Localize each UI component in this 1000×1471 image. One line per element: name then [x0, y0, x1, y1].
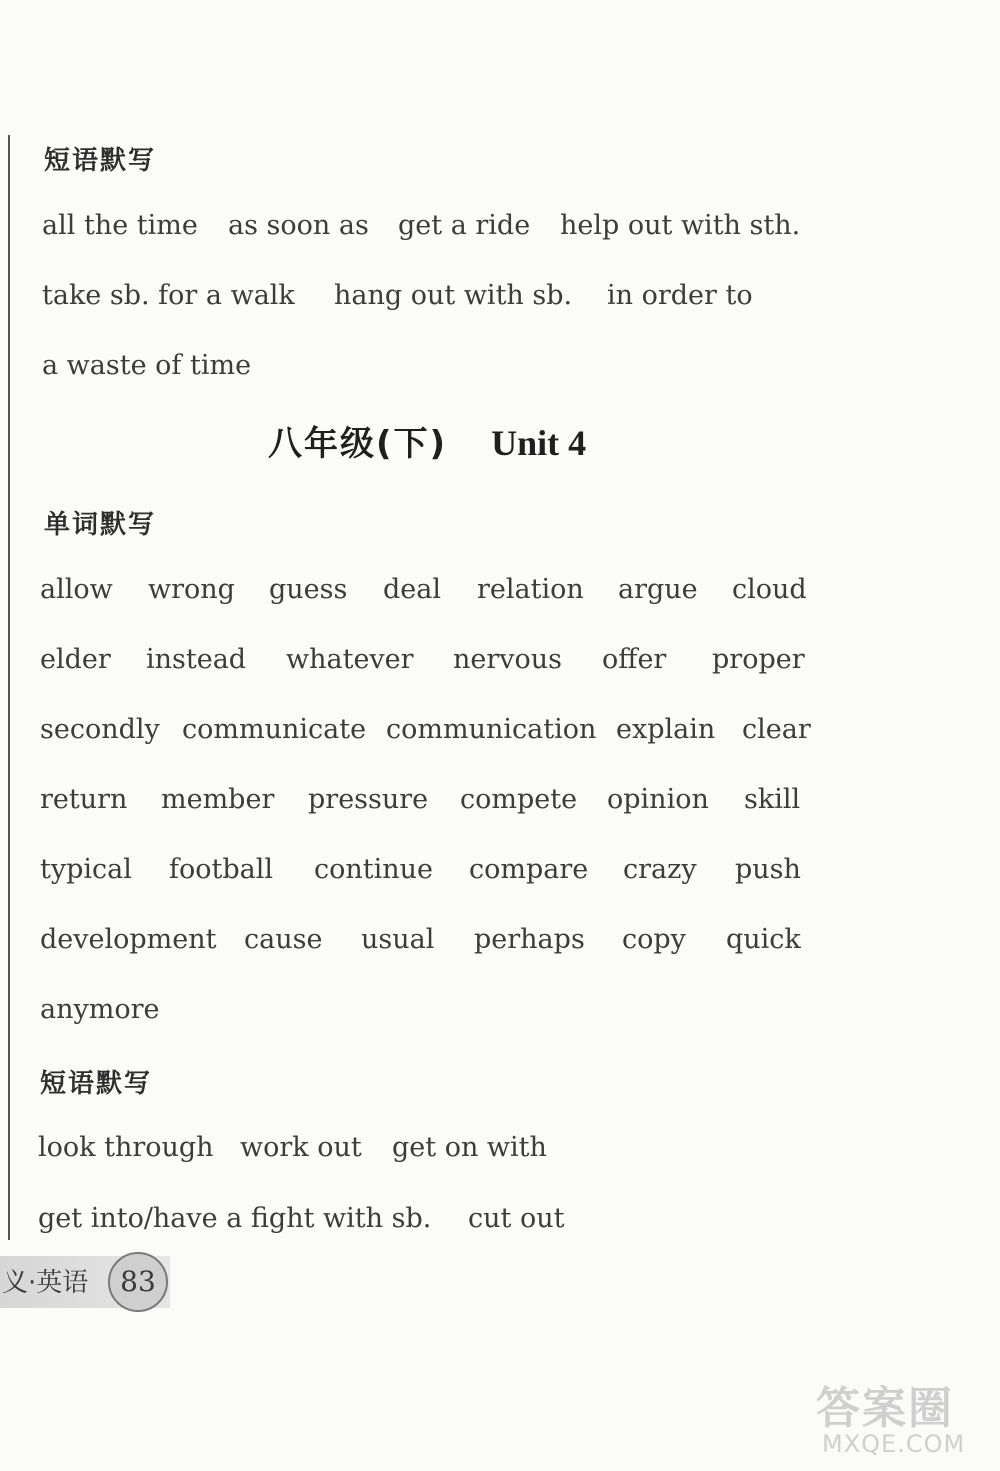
word-item: compete [460, 784, 578, 815]
phrase-item: all the time [42, 210, 198, 241]
word-item: allow [40, 574, 113, 605]
phrase-item: get into/have a fight with sb. [38, 1203, 432, 1234]
unit-title [268, 418, 586, 468]
word-item: typical [40, 854, 132, 885]
word-item: elder [40, 644, 111, 675]
phrase-item: as soon as [228, 210, 369, 241]
phrase-heading-2: 短语默写 [40, 1069, 153, 1099]
word-heading: 单词默写 [44, 510, 157, 540]
word-item: continue [314, 854, 434, 885]
word-item: relation [477, 574, 584, 605]
word-item: clear [742, 714, 811, 745]
word-item: nervous [453, 644, 563, 675]
word-item: whatever [286, 644, 414, 675]
phrase-item: get on with [392, 1132, 547, 1163]
phrase-item: work out [240, 1132, 362, 1163]
word-item: guess [269, 574, 348, 605]
footer-subject-label: 义·英语 [2, 1268, 89, 1298]
word-item: skill [744, 784, 801, 815]
word-item: cause [244, 924, 323, 955]
word-item: usual [361, 924, 435, 955]
word-item: communicate [182, 714, 367, 745]
word-item: communication [386, 714, 597, 745]
phrase-item: help out with sth. [560, 210, 801, 241]
word-item: instead [146, 644, 247, 675]
word-item: wrong [148, 574, 235, 605]
word-item: cloud [732, 574, 807, 605]
phrase-item: take sb. for a walk [42, 280, 295, 311]
word-item: offer [602, 644, 667, 675]
page-number-badge: 83 [108, 1252, 168, 1312]
word-item: member [161, 784, 275, 815]
word-item: deal [383, 574, 441, 605]
word-item: copy [622, 924, 686, 955]
phrase-item: get a ride [398, 210, 531, 241]
word-item: proper [712, 644, 805, 675]
word-item: compare [469, 854, 589, 885]
word-item: explain [616, 714, 716, 745]
phrase-item: a waste of time [42, 350, 252, 381]
word-item: return [40, 784, 128, 815]
watermark-text: 答案圈 [816, 1383, 954, 1434]
word-item: argue [618, 574, 698, 605]
phrase-heading-1: 短语默写 [44, 146, 157, 176]
phrase-item: cut out [468, 1203, 565, 1234]
grade-label: 八年级(下) [268, 424, 448, 464]
word-item: development [40, 924, 217, 955]
phrase-item: look through [38, 1132, 214, 1163]
page-left-rule [8, 135, 10, 1240]
word-item: crazy [623, 854, 697, 885]
word-item: push [735, 854, 801, 885]
word-item: perhaps [474, 924, 585, 955]
phrase-item: in order to [607, 280, 753, 311]
word-item: pressure [308, 784, 429, 815]
word-item: quick [726, 924, 801, 955]
word-item: opinion [607, 784, 709, 815]
unit-label: Unit 4 [491, 423, 587, 463]
word-item: football [169, 854, 274, 885]
watermark-logo [808, 1372, 993, 1464]
word-item: anymore [40, 994, 160, 1025]
phrase-item: hang out with sb. [334, 280, 573, 311]
word-item: secondly [40, 714, 160, 745]
watermark-url: MXQE.COM [822, 1430, 966, 1458]
